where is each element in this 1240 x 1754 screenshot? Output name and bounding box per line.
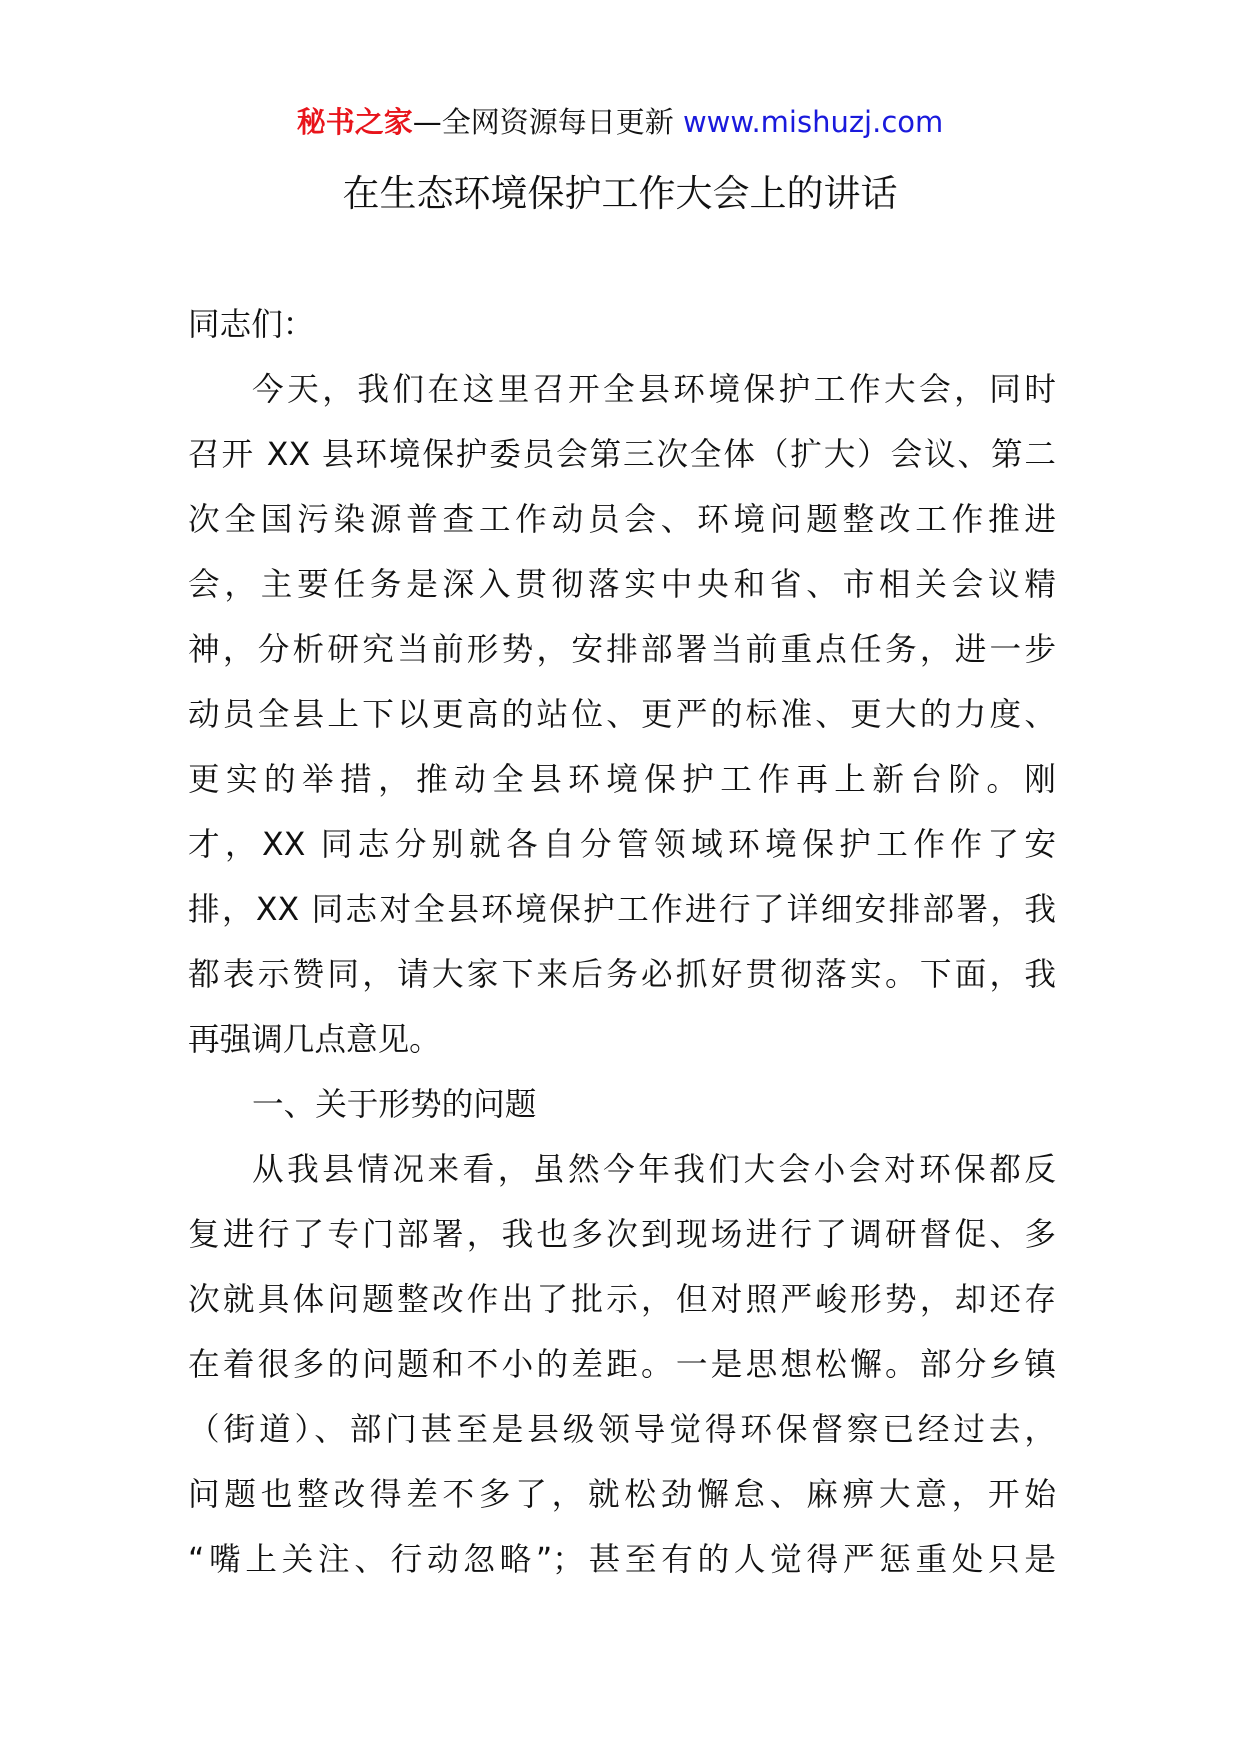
header-slogan: —全网资源每日更新 bbox=[412, 105, 674, 139]
text-line: 次全国污染源普查工作动员会、环境问题整改工作推进 bbox=[188, 502, 1056, 538]
text-line: 问题也整改得差不多了，就松劲懈怠、麻痹大意，开始 bbox=[188, 1477, 1056, 1513]
text-line: 召开 XX 县环境保护委员会第三次全体（扩大）会议、第二 bbox=[188, 437, 1056, 473]
text-line: 从我县情况来看，虽然今年我们大会小会对环保都反 bbox=[252, 1152, 1056, 1188]
text-line: 神，分析研究当前形势，安排部署当前重点任务，进一步 bbox=[188, 632, 1056, 668]
document-title: 在生态环境保护工作大会上的讲话 bbox=[342, 172, 898, 215]
text-line: 排，XX 同志对全县环境保护工作进行了详细安排部署，我 bbox=[188, 892, 1056, 928]
text-line: （街道）、部门甚至是县级领导觉得环保督察已经过去， bbox=[188, 1412, 1056, 1448]
text-line: 都表示赞同，请大家下来后务必抓好贯彻落实。下面，我 bbox=[188, 957, 1056, 993]
section-heading: 一、关于形势的问题 bbox=[252, 1087, 537, 1123]
document-body bbox=[188, 293, 1056, 1593]
site-url-link[interactable]: www.mishuzj.com bbox=[682, 105, 944, 139]
text-line: 在着很多的问题和不小的差距。一是思想松懈。部分乡镇 bbox=[188, 1347, 1056, 1383]
text-line: 再强调几点意见。 bbox=[188, 1022, 441, 1058]
site-header bbox=[0, 100, 1240, 144]
text-line: 动员全县上下以更高的站位、更严的标准、更大的力度、 bbox=[188, 697, 1056, 733]
brand-name: 秘书之家 bbox=[296, 105, 413, 139]
text-line: 今天，我们在这里召开全县环境保护工作大会，同时 bbox=[252, 372, 1056, 408]
text-line: 次就具体问题整改作出了批示，但对照严峻形势，却还存 bbox=[188, 1282, 1056, 1318]
text-line: “嘴上关注、行动忽略”；甚至有的人觉得严惩重处只是 bbox=[188, 1542, 1056, 1578]
text-line: 会，主要任务是深入贯彻落实中央和省、市相关会议精 bbox=[188, 567, 1056, 603]
text-line: 才，XX 同志分别就各自分管领域环境保护工作作了安 bbox=[188, 827, 1056, 863]
salutation: 同志们： bbox=[188, 307, 315, 343]
text-line: 复进行了专门部署，我也多次到现场进行了调研督促、多 bbox=[188, 1217, 1056, 1253]
text-line: 更实的举措，推动全县环境保护工作再上新台阶。刚 bbox=[188, 762, 1056, 798]
